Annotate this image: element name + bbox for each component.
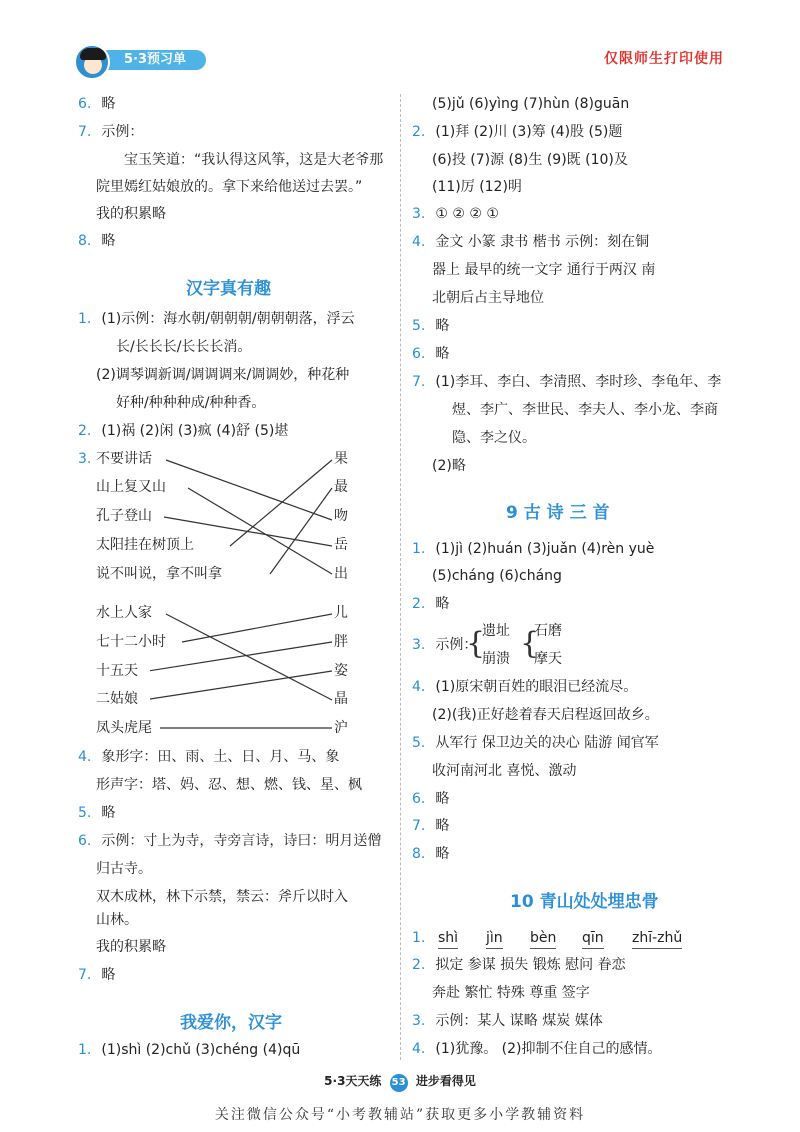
answer-line: 3. ① ② ② ① xyxy=(412,206,499,222)
answer-line: (2)(我)正好趁着春天启程返回故乡。 xyxy=(432,707,659,723)
answer-line: 归古寺。 xyxy=(96,861,152,877)
match-right-item: 沪 xyxy=(334,720,348,736)
answer-line: 6. 略 xyxy=(412,346,450,362)
page-number: 53 xyxy=(390,1074,408,1092)
answer-line: (5)cháng (6)cháng xyxy=(432,568,562,584)
match-left-item: 说不叫说，拿不叫拿 xyxy=(96,566,222,582)
answer-line: 2. (1)拜 (2)川 (3)筹 (4)股 (5)题 xyxy=(412,124,623,140)
answer-line: 2. (1)祸 (2)闲 (3)疯 (4)舒 (5)堪 xyxy=(78,423,289,439)
section-title: 10 青山处处埋忠骨 xyxy=(510,892,659,912)
answer-line: 7. 略 xyxy=(412,818,450,834)
answer-line: (2)调琴调新调/调调调来/调调妙，种花种 xyxy=(96,367,350,383)
avatar-icon xyxy=(74,44,110,80)
answer-line: 7. 示例： xyxy=(78,124,144,140)
match-right-item: 胖 xyxy=(334,634,348,650)
footer-left: 5·3天天练 xyxy=(324,1074,382,1088)
answer-line: 3. 示例：某人 谋略 煤炭 媒体 xyxy=(412,1013,603,1029)
match-left-item: 二姑娘 xyxy=(96,691,138,707)
answer-word: 遗址 xyxy=(482,623,510,639)
column-divider xyxy=(400,94,401,1060)
answer-word: 摩天 xyxy=(534,651,562,667)
pinyin-item: bèn xyxy=(530,928,556,949)
answer-line: 1. (1)shì (2)chǔ (3)chéng (4)qū xyxy=(78,1042,301,1058)
section-title: 9 古 诗 三 首 xyxy=(506,503,610,523)
answer-line: 7. 略 xyxy=(78,967,116,983)
brace-icon: { xyxy=(520,626,540,661)
pinyin-item: zhī-zhǔ xyxy=(632,928,682,949)
answer-line: 院里嫣红姑娘放的。拿下来给他送过去罢。” xyxy=(96,179,363,195)
answer-line: (11)厉 (12)明 xyxy=(432,179,522,195)
match-left-item: 山上复又山 xyxy=(96,479,166,495)
match-left-item: 七十二小时 xyxy=(96,634,166,650)
match-right-item: 岳 xyxy=(334,537,348,553)
answer-line: 5. 略 xyxy=(412,318,450,334)
match-left-item: 水上人家 xyxy=(96,605,152,621)
answer-line: 7. (1)李耳、李白、李清照、李时珍、李龟年、李 xyxy=(412,374,722,390)
section-title: 我爱你，汉字 xyxy=(180,1013,282,1033)
answer-line: 北朝后占主导地位 xyxy=(432,290,544,306)
answer-word: 崩溃 xyxy=(482,651,510,667)
answer-line: 1. (1)jì (2)huán (3)juǎn (4)rèn yuè xyxy=(412,541,655,557)
badge-label: 5·3预习单 xyxy=(98,50,206,70)
answer-line: 长/长长长/长长长消。 xyxy=(116,339,252,355)
header-badge xyxy=(70,44,210,74)
pinyin-item: shì xyxy=(438,928,458,949)
answer-line: 器上 最早的统一文字 通行于两汉 南 xyxy=(432,262,656,278)
answer-line: 隐、李之仪。 xyxy=(452,430,536,446)
bottom-note: 关注微信公众号“小考教辅站”获取更多小学教辅资料 xyxy=(214,1107,586,1123)
answer-line: 8. 略 xyxy=(412,846,450,862)
answer-line: 8. 略 xyxy=(78,233,116,249)
answer-line: 山林。 xyxy=(96,912,138,928)
answer-line: 收河南河北 喜悦、激动 xyxy=(432,763,577,779)
match-left-item: 十五天 xyxy=(96,663,138,679)
match-right-item: 晶 xyxy=(334,691,348,707)
answer-line: 4. 金文 小篆 隶书 楷书 示例：刻在铜 xyxy=(412,234,650,250)
match-right-item: 果 xyxy=(334,451,348,467)
match-left-item: 凤头虎尾 xyxy=(96,720,152,736)
answer-line: 奔赴 繁忙 特殊 尊重 签字 xyxy=(432,985,590,1001)
answer-line: 宝玉笑道：“我认得这风筝，这是大老爷那 xyxy=(124,152,384,168)
answer-line: 好种/种种种成/种种香。 xyxy=(116,395,266,411)
match-left-item: 不要讲话 xyxy=(96,451,152,467)
answer-line: (6)投 (7)源 (8)生 (9)既 (10)及 xyxy=(432,152,628,168)
pinyin-item: qīn xyxy=(582,928,604,949)
answer-line: 我的积累略 xyxy=(96,939,166,955)
answer-line: 1. (1)示例：海水朝/朝朝朝/朝朝朝落，浮云 xyxy=(78,311,355,327)
section-title: 汉字真有趣 xyxy=(186,279,271,299)
brace-icon: { xyxy=(466,626,486,661)
match-right-item: 最 xyxy=(334,479,348,495)
answer-line: 6. 示例：寸上为寺，寺旁言诗，诗曰：明月送僧 xyxy=(78,833,382,849)
answer-line: 5. 从军行 保卫边关的决心 陆游 闻官军 xyxy=(412,735,659,751)
answer-line: (5)jǔ (6)yìng (7)hùn (8)guān xyxy=(432,96,630,112)
matching-lines-1 xyxy=(150,450,340,580)
match-right-item: 吻 xyxy=(334,508,348,524)
answer-line: 2. 略 xyxy=(412,596,450,612)
answer-line: 2. 拟定 参谋 损失 锻炼 慰问 眷恋 xyxy=(412,957,626,973)
match-left-item: 孔子登山 xyxy=(96,508,152,524)
answer-line: (2)略 xyxy=(432,458,466,474)
answer-line: 双木成林，林下示禁，禁云：斧斤以时入 xyxy=(96,889,348,905)
match-right-item: 出 xyxy=(334,566,348,582)
answer-line: 4. (1)原宋朝百姓的眼泪已经流尽。 xyxy=(412,679,638,695)
answer-line: 5. 略 xyxy=(78,805,116,821)
page-footer xyxy=(0,1072,800,1092)
match-right-item: 姿 xyxy=(334,663,348,679)
answer-line: 6. 略 xyxy=(78,96,116,112)
pinyin-item: jìn xyxy=(486,928,503,949)
match-right-item: 儿 xyxy=(334,605,348,621)
answer-line: 形声字：塔、妈、忍、想、燃、钱、星、枫 xyxy=(96,777,362,793)
answer-line: 1. xyxy=(412,930,426,946)
answer-line: 6. 略 xyxy=(412,791,450,807)
matching-lines-2 xyxy=(150,604,340,734)
answer-line: 4. (1)犹豫。 (2)抑制不住自己的感情。 xyxy=(412,1041,662,1057)
answer-line: 我的积累略 xyxy=(96,206,166,222)
match-left-item: 太阳挂在树顶上 xyxy=(96,537,194,553)
answer-word: 石磨 xyxy=(534,623,562,639)
footer-right: 进步看得见 xyxy=(415,1074,476,1088)
answer-line: 煜、李广、李世民、李夫人、李小龙、李商 xyxy=(452,402,718,418)
print-only-note: 仅限师生打印使用 xyxy=(604,51,724,67)
answer-line: 4. 象形字：田、雨、土、日、月、马、象 xyxy=(78,749,340,765)
answer-line: 3. 示例： xyxy=(412,637,478,653)
